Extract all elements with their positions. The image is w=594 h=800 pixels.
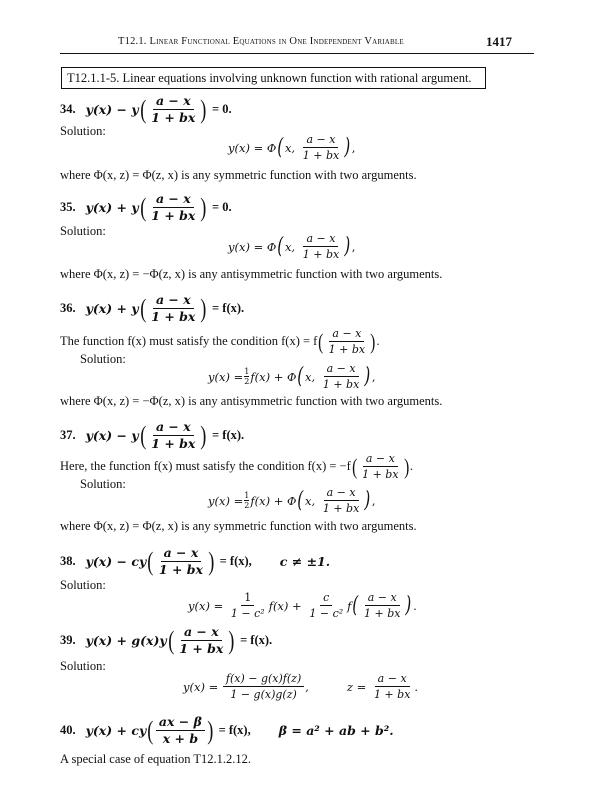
equation-40: 40. y(x) + cy ( $\frac{ax - \beta}{x + b}$ ) = f(x), β = a² + ab + b². — [60, 714, 394, 746]
solution-formula-34: y(x) = Φ ( x, $\frac{a - x}{1 + bx}$ ) , — [228, 133, 356, 162]
fraction: $\frac{a - x}{1 + bx}$ — [151, 419, 196, 451]
equation-38: 38. y(x) − cy ( $\frac{a - x}{1 + bx}$ ) = f(x), c ≠ ±1. — [60, 545, 331, 577]
running-header — [118, 36, 404, 47]
note-40: A special case of equation T12.1.2.12. — [60, 752, 252, 766]
fraction: $\frac{a - x}{1 + bx}$ — [151, 93, 196, 125]
fraction: $\frac{a - x}{1 + bx}$ — [151, 292, 196, 324]
header-section-number: T12.1. — [118, 36, 150, 47]
equation-number: 38. — [60, 554, 76, 568]
condition-37: Here, the function f(x) must satisfy the condition f(x) = −f ( $\frac{a - x}{1 + bx}$ ) . — [60, 452, 414, 481]
solution-label: Solution: — [60, 578, 106, 592]
equation-number: 40. — [60, 723, 76, 737]
solution-label: Solution: — [80, 477, 126, 491]
equation-rhs: = 0. — [212, 200, 232, 214]
equation-35: 35. y(x) + y ( $\frac{a - x}{1 + bx}$ ) = 0. — [60, 191, 232, 223]
equation-lhs: y(x) − cy — [85, 554, 147, 569]
equation-lhs: y(x) + cy — [85, 723, 147, 738]
header-title: Linear Functional Equations in One Independent Variable — [149, 36, 404, 47]
where-clause-37: where Φ(x, z) = Φ(z, x) is any symmetric function with two arguments. — [60, 519, 417, 533]
equation-lhs: y(x) − y — [85, 428, 139, 443]
where-clause-35: where Φ(x, z) = −Φ(z, x) is any antisymmetric function with two arguments. — [60, 267, 443, 281]
fraction: $\frac{a - x}{1 + bx}$ — [151, 191, 196, 223]
equation-number: 34. — [60, 102, 76, 116]
header-rule — [60, 53, 534, 54]
condition-36: The function f(x) must satisfy the condition f(x) = f ( $\frac{a - x}{1 + bx}$ ) . — [60, 327, 380, 356]
page-number: 1417 — [486, 34, 512, 49]
section-heading-box: T12.1.1-5. Linear equations involving unknown function with rational argument. — [61, 67, 486, 89]
equation-rhs: = f(x), — [218, 723, 251, 737]
solution-label: Solution: — [60, 224, 106, 238]
solution-formula-36: y(x) = $\frac{1}{2}$ f(x) + Φ ( x, $\frac{a - x}{1 + bx}$ ) , — [208, 362, 376, 391]
solution-label: Solution: — [60, 124, 106, 138]
equation-39: 39. y(x) + g(x)y ( $\frac{a - x}{1 + bx}$ ) = f(x). — [60, 624, 273, 656]
equation-lhs: y(x) + g(x)y — [85, 633, 167, 648]
solution-formula-38: y(x) = $\frac{1}{\text{1 − c²}}$ f(x) + $\frac{c}{\text{1 − c²}}$ f ( $\frac{a - x}{1 + bx}$ ) . — [188, 591, 417, 620]
equation-rhs: = f(x). — [212, 428, 245, 442]
equation-rhs: = f(x). — [240, 633, 273, 647]
solution-formula-37: y(x) = $\frac{1}{2}$ f(x) + Φ ( x, $\frac{a - x}{1 + bx}$ ) , — [208, 486, 376, 515]
equation-rhs: = f(x). — [212, 301, 245, 315]
fraction: $\frac{ax - \beta}{x + b}$ — [156, 715, 205, 746]
fraction: $\frac{a - x}{1 + bx}$ — [158, 545, 203, 577]
equation-rhs: = 0. — [212, 102, 232, 116]
equation-number: 36. — [60, 301, 76, 315]
equation-number: 35. — [60, 200, 76, 214]
solution-formula-35: y(x) = Φ ( x, $\frac{a - x}{1 + bx}$ ) , — [228, 232, 356, 261]
equation-lhs: y(x) − y — [85, 102, 139, 117]
equation-constraint: β = a² + ab + b². — [278, 723, 394, 738]
equation-36: 36. y(x) + y ( $\frac{a - x}{1 + bx}$ ) = f(x). — [60, 292, 245, 324]
solution-formula-39: y(x) = $\frac{f(x) - g(x)f(z)}{1 - g(x)g(z)}$ , z = $\frac{a - x}{1 + bx}$ . — [183, 672, 419, 701]
solution-label: Solution: — [80, 352, 126, 366]
equation-37: 37. y(x) − y ( $\frac{a - x}{1 + bx}$ ) = f(x). — [60, 419, 245, 451]
equation-number: 37. — [60, 428, 76, 442]
equation-rhs: = f(x), — [219, 554, 252, 568]
equation-constraint: c ≠ ±1. — [279, 554, 331, 569]
equation-lhs: y(x) + y — [85, 301, 139, 316]
equation-lhs: y(x) + y — [85, 200, 139, 215]
fraction: $\frac{a - x}{1 + bx}$ — [179, 624, 224, 656]
where-clause-34: where Φ(x, z) = Φ(z, x) is any symmetric function with two arguments. — [60, 168, 417, 182]
where-clause-36: where Φ(x, z) = −Φ(z, x) is any antisymmetric function with two arguments. — [60, 394, 443, 408]
equation-34: 34. y(x) − y ( $\frac{a - x}{1 + bx}$ ) = 0. — [60, 93, 232, 125]
equation-number: 39. — [60, 633, 76, 647]
solution-label: Solution: — [60, 659, 106, 673]
